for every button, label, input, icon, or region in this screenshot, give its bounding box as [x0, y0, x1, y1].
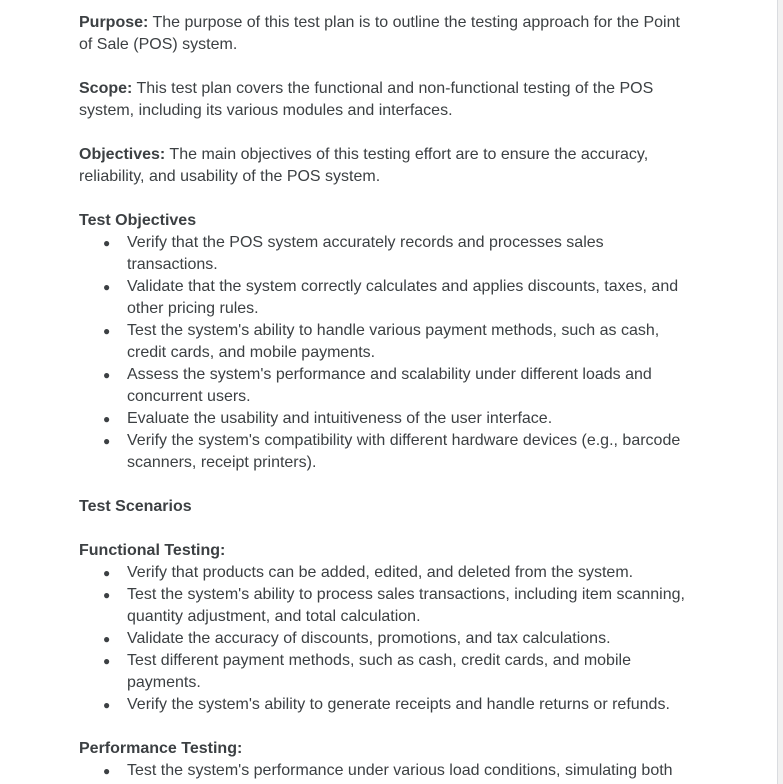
list-item: ● Test the system's ability to handle various payment methods, such as cash, credit cards, and mobile payments.	[79, 320, 689, 364]
test-objectives-list	[79, 232, 689, 474]
purpose-paragraph	[79, 12, 689, 56]
list-item: ● Verify that products can be added, edited, and deleted from the system.	[79, 562, 689, 584]
list-item: ● Test the system's performance under various load conditions, simulating both	[79, 760, 689, 782]
vertical-scrollbar[interactable]	[777, 0, 783, 784]
list-item: ● Validate that the system correctly calculates and applies discounts, taxes, and other pricing rules.	[79, 276, 689, 320]
test-scenarios-heading: Test Scenarios	[79, 498, 192, 515]
test-objectives-heading: Test Objectives	[79, 212, 197, 229]
scope-paragraph	[79, 78, 689, 122]
functional-testing-heading: Functional Testing:	[79, 542, 226, 559]
list-item: ● Test the system's ability to process sales transactions, including item scanning, quantity adjustment, and total calculation.	[79, 584, 689, 628]
list-item: ● Verify that the POS system accurately records and processes sales transactions.	[79, 232, 689, 276]
list-item: ● Test different payment methods, such as cash, credit cards, and mobile payments.	[79, 650, 689, 694]
spacer	[79, 474, 689, 496]
document-body	[79, 12, 689, 782]
list-item: ● Evaluate the usability and intuitiveness of the user interface.	[79, 408, 689, 430]
performance-testing-list	[79, 760, 689, 782]
functional-testing-list	[79, 562, 689, 716]
list-item: ● Validate the accuracy of discounts, promotions, and tax calculations.	[79, 628, 689, 650]
objectives-paragraph	[79, 144, 689, 188]
list-item: ● Assess the system's performance and scalability under different loads and concurrent users.	[79, 364, 689, 408]
list-item: ● Verify the system's ability to generate receipts and handle returns or refunds.	[79, 694, 689, 716]
purpose-text: The purpose of this test plan is to outline the testing approach for the Point of Sale (POS) system.	[79, 14, 680, 53]
scope-label: Scope:	[79, 80, 133, 97]
spacer	[79, 716, 689, 738]
objectives-text: The main objectives of this testing effort are to ensure the accuracy, reliability, and usability of the POS system.	[79, 146, 649, 185]
list-item: ● Verify the system's compatibility with different hardware devices (e.g., barcode scanners, receipt printers).	[79, 430, 689, 474]
objectives-label: Objectives:	[79, 146, 166, 163]
purpose-label: Purpose:	[79, 14, 149, 31]
performance-testing-heading: Performance Testing:	[79, 740, 243, 757]
scope-text: This test plan covers the functional and non-functional testing of the POS system, including its various modules and interfaces.	[79, 80, 654, 119]
spacer	[79, 518, 689, 540]
